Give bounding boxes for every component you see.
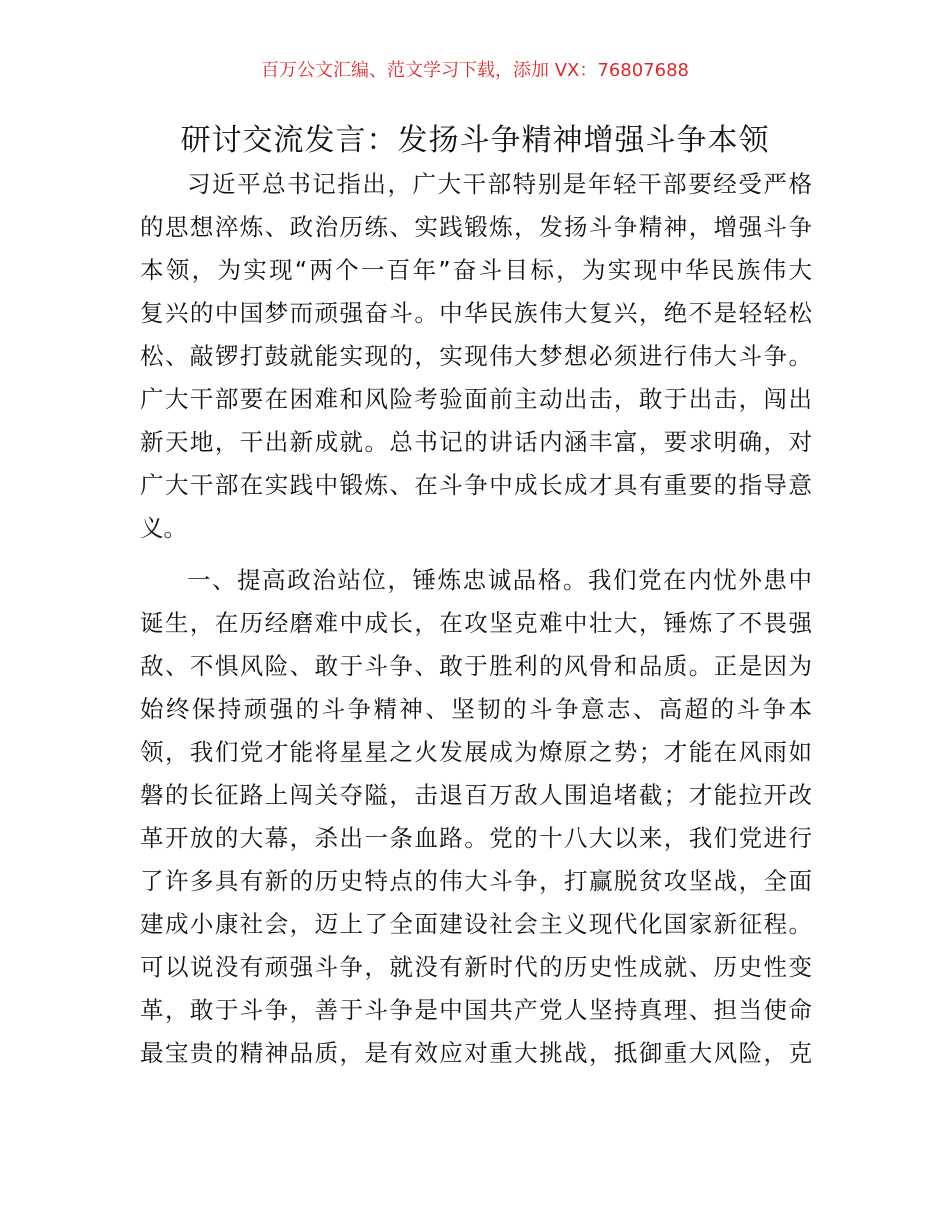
text-line: 革开放的大幕，杀出一条血路。党的十八大以来，我们党进行 [140, 824, 812, 852]
text-line: 革，敢于斗争，善于斗争是中国共产党人坚持真理、担当使命 [140, 996, 812, 1024]
text-line: 始终保持顽强的斗争精神、坚韧的斗争意志、高超的斗争本 [140, 695, 812, 723]
text-line: 习近平总书记指出，广大干部特别是年轻干部要经受严格 [187, 170, 812, 198]
text-line: 一、提高政治站位，锤炼忠诚品格。我们党在内忧外患中 [187, 566, 812, 594]
text-line: 敌、不惧风险、敢于斗争、敢于胜利的风骨和品质。正是因为 [140, 652, 812, 680]
text-line: 复兴的中国梦而顽强奋斗。中华民族伟大复兴，绝不是轻轻松 [140, 299, 812, 327]
text-line: 领，我们党才能将星星之火发展成为燎原之势；才能在风雨如 [140, 738, 812, 766]
text-line: 本领，为实现“两个一百年”奋斗目标，为实现中华民族伟大 [140, 256, 812, 284]
document-body [140, 163, 812, 1084]
document-title: 研讨交流发言：发扬斗争精神增强斗争本领 [180, 123, 770, 158]
text-line: 广大干部要在困难和风险考验面前主动出击，敢于出击，闯出 [140, 385, 812, 413]
text-line: 诞生，在历经磨难中成长，在攻坚克难中壮大，锤炼了不畏强 [140, 609, 812, 637]
text-line: 广大干部在实践中锻炼、在斗争中成长成才具有重要的指导意 [140, 471, 812, 499]
text-line: 松、敲锣打鼓就能实现的，实现伟大梦想必须进行伟大斗争。 [140, 342, 812, 370]
text-line: 最宝贵的精神品质，是有效应对重大挑战，抵御重大风险，克 [140, 1039, 812, 1067]
text-line: 新天地，干出新成就。总书记的讲话内涵丰富，要求明确，对 [140, 428, 812, 456]
text-line: 可以说没有顽强斗争，就没有新时代的历史性成就、历史性变 [140, 953, 812, 981]
paragraph-intro [140, 163, 812, 550]
watermark-header: 百万公文汇编、范文学习下载，添加 VX：76807688 [261, 60, 689, 81]
text-line: 的思想淬炼、政治历练、实践锻炼，发扬斗争精神，增强斗争 [140, 213, 812, 241]
text-line: 了许多具有新的历史特点的伟大斗争，打赢脱贫攻坚战，全面 [140, 867, 812, 895]
text-line: 义。 [140, 514, 187, 542]
text-line: 磐的长征路上闯关夺隘，击退百万敌人围追堵截；才能拉开改 [140, 781, 812, 809]
text-line: 建成小康社会，迈上了全面建设社会主义现代化国家新征程。 [140, 910, 812, 938]
paragraph-section-1 [140, 559, 812, 1075]
